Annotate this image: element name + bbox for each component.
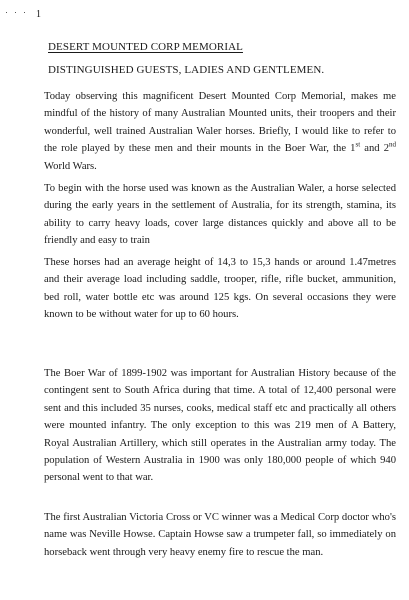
memorial-title: DESERT MOUNTED CORP MEMORIAL: [48, 41, 243, 53]
paragraph-boer-war: The Boer War of 1899-1902 was important for Australian History because of the contingent sent to South Africa during that time. A total of 12,400 personal were sent and this included 35 nurses, cooks, medical staff etc and practically all others were mounted infantry. The only exception to this was 219 men of A Battery, Royal Australian Artillery, which still operates in the Australian army today. The population of Western Australia in 1900 was only 180,000 people of which 940 personal went to that war.: [44, 368, 396, 484]
ordinal-suffix-second: nd: [389, 140, 397, 149]
ordinal-suffix-first: st: [355, 140, 361, 149]
paragraph-horse-stats: These horses had an average height of 14,3 to 15,3 hands or around 1.47metres and their average load including saddle, trooper, rifle, rifle bucket, ammunition, bed roll, water bottle etc was around 125 kgs. On several occasions they were known to be without water for up to 60 hours.: [44, 257, 396, 321]
salutation: DISTINGUISHED GUESTS, LADIES AND GENTLEMEN.: [48, 64, 325, 76]
paragraph-waler-horse: To begin with the horse used was known as the Australian Waler, a horse selected during the early years in the settlement of Australia, for its strength, stamina, its ability to carry heavy loads, cover large distances quickly and above all to be friendly and easy to train: [44, 183, 396, 247]
paragraph-victoria-cross: The first Australian Victoria Cross or VC winner was a Medical Corp doctor who's name was Neville Howse. Captain Howse saw a trumpeter fall, so immediately on horseback went through very heavy enemy fire to rescue the man.: [44, 512, 396, 558]
paragraph-intro-text: Today observing this magnificent Desert Mounted Corp Memorial, makes me mindful of the history of many Australian Mounted units, their troopers and their wonderful, well trained Australian Waler horses. Briefly, I would like to refer to the role played by these men and their mounts in the Boer War, the 1: [44, 91, 396, 155]
paragraph-intro: [44, 88, 396, 175]
margin-marks: [6, 12, 28, 14]
paragraph-intro-text-end: World Wars.: [44, 160, 97, 172]
page-number: 1: [36, 9, 41, 20]
paragraph-intro-text-mid: and 2: [360, 143, 390, 155]
